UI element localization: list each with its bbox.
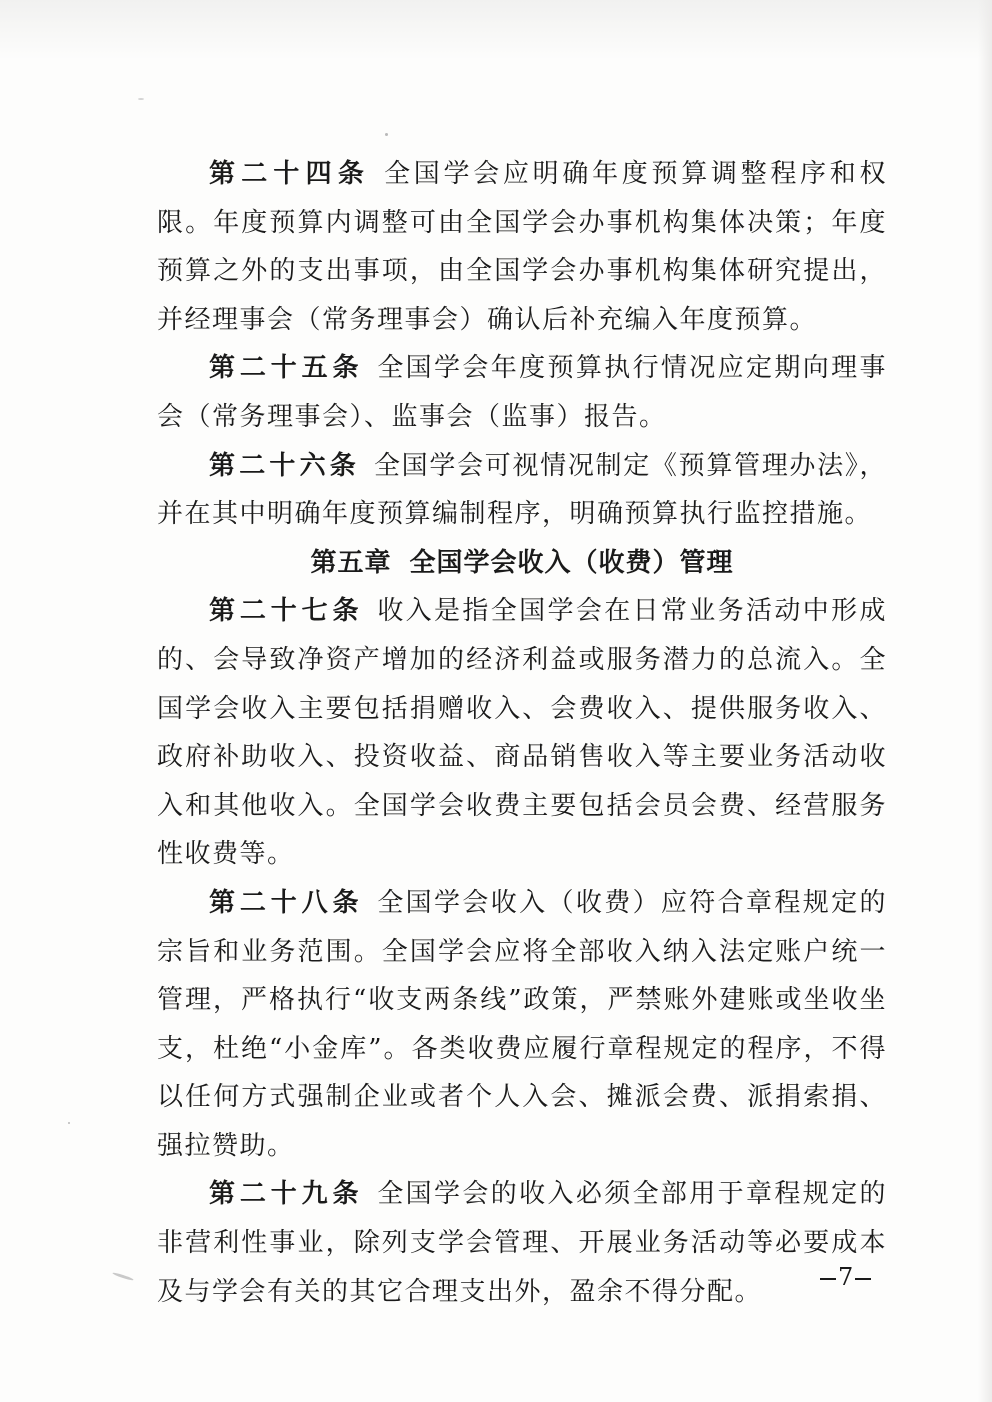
scan-shadow-top xyxy=(0,0,992,60)
article-text: 收入是指全国学会在日常业务活动中形成的、会导致净资产增加的经济利益或服务潜力的总流入。全国学会收入主要包括捐赠收入、会费收入、提供服务收入、政府补助收入、投资收益、商品销售收入等主要业务活动收入和其他收入。全国学会收费主要包括会员会费、经营服务性收费等。 xyxy=(157,596,887,870)
scan-speck xyxy=(68,1122,70,1124)
chapter-number: 第五章 xyxy=(310,547,392,578)
article-28 xyxy=(157,879,887,1171)
article-29 xyxy=(157,1170,887,1316)
article-24 xyxy=(157,150,887,344)
article-number: 第二十六条 xyxy=(209,450,360,481)
article-text: 全国学会应明确年度预算调整程序和权限。年度预算内调整可由全国学会办事机构集体决策；年度预算之外的支出事项，由全国学会办事机构集体研究提出，并经理事会（常务理事会）确认后补充编入年度预算。 xyxy=(157,159,887,335)
article-number: 第二十七条 xyxy=(209,596,364,627)
page-number-value: 7 xyxy=(838,1263,854,1291)
dash-right xyxy=(855,1278,871,1280)
article-26 xyxy=(157,442,887,539)
dash-left xyxy=(820,1278,836,1280)
page-number xyxy=(818,1262,873,1292)
article-number: 第二十五条 xyxy=(209,353,364,384)
article-25 xyxy=(157,344,887,441)
article-text: 全国学会的收入必须全部用于章程规定的非营利性事业，除列支学会管理、开展业务活动等必要成本及与学会有关的其它合理支出外，盈余不得分配。 xyxy=(157,1179,887,1307)
article-number: 第二十九条 xyxy=(209,1179,364,1210)
article-text: 全国学会收入（收费）应符合章程规定的宗旨和业务范围。全国学会应将全部收入纳入法定账户统一管理，严格执行“收支两条线”政策，严禁账外建账或坐收坐支，杜绝“小金库”。各类收费应履行章程规定的程序，不得以任何方式强制企业或者个人入会、摊派会费、派捐索捐、强拉赞助。 xyxy=(157,887,887,1161)
body-text xyxy=(157,150,887,1316)
article-text: 全国学会年度预算执行情况应定期向理事会（常务理事会）、监事会（监事）报告。 xyxy=(157,353,887,432)
article-number: 第二十四条 xyxy=(209,159,371,189)
article-text: 全国学会可视情况制定《预算管理办法》，并在其中明确年度预算编制程序，明确预算执行监控措施。 xyxy=(157,450,887,530)
article-number: 第二十八条 xyxy=(209,887,364,918)
scan-speck xyxy=(385,133,388,136)
article-27 xyxy=(157,587,887,879)
chapter-heading xyxy=(157,539,887,588)
chapter-title: 全国学会收入（收费）管理 xyxy=(409,547,734,578)
scan-shadow-right xyxy=(978,0,992,1402)
scan-speck xyxy=(138,98,144,100)
scan-speck xyxy=(112,1272,134,1282)
